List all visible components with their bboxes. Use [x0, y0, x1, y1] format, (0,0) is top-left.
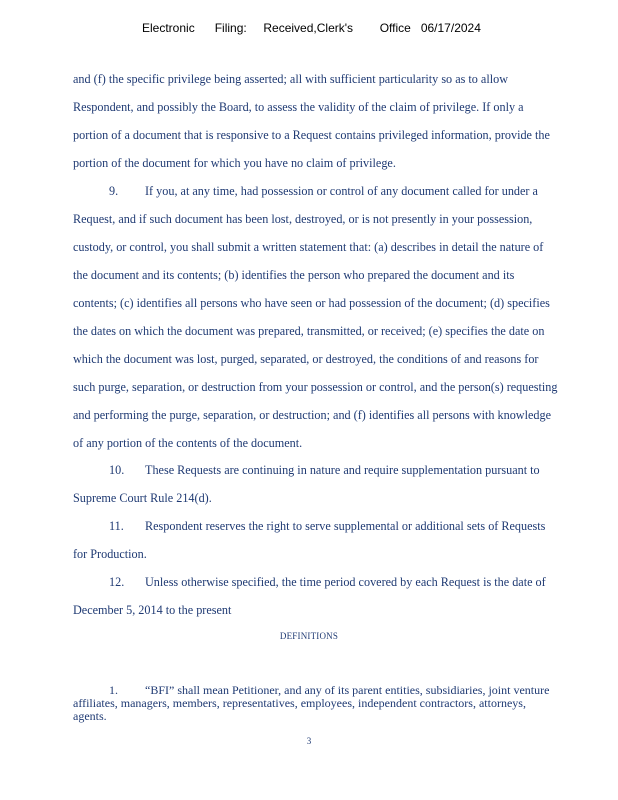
text-line: December 5, 2014 to the present [73, 603, 232, 617]
text-line: affiliates, managers, members, representatives, employees, independent contractors, attorneys, [73, 696, 526, 710]
paragraph-number: 10. [109, 463, 125, 477]
text-line: and (f) the specific privilege being asserted; all with sufficient particularity so as to allow [73, 72, 509, 86]
text-line: the dates on which the document was prepared, transmitted, or received; (e) specifies the date on [73, 324, 545, 338]
paragraph-first-line [109, 463, 540, 477]
text-line: Supreme Court Rule 214(d). [73, 491, 212, 505]
text-line: for Production. [73, 547, 147, 561]
text-line: “BFI” shall mean Petitioner, and any of its parent entities, subsidiaries, joint venture [145, 683, 550, 697]
text-line: of any portion of the contents of the document. [73, 436, 303, 450]
definition-1 [73, 684, 593, 723]
text-line: Unless otherwise specified, the time period covered by each Request is the date of [145, 575, 546, 589]
paragraph-number: 11. [109, 519, 124, 533]
text-line: custody, or control, you shall submit a written statement that: (a) describes in detail the nature of [73, 240, 544, 254]
paragraph-number: 12. [109, 575, 125, 589]
text-line: contents; (c) identifies all persons who have seen or had possession of the document; (d) specifies [73, 296, 550, 310]
definition-number: 1. [109, 683, 118, 697]
text-line: such purge, separation, or destruction from your possession or control, and the person(s) requesting [73, 380, 558, 394]
text-line: and performing the purge, separation, or destruction; and (f) identifies all persons with knowledge [73, 408, 552, 422]
paragraph-number: 9. [109, 184, 119, 198]
paragraph-first-line [109, 575, 546, 589]
text-line: If you, at any time, had possession or control of any document called for under a [145, 184, 538, 198]
text-line: the document and its contents; (b) identifies the person who prepared the document and its [73, 268, 515, 282]
definitions-heading: DEFINITIONS [279, 631, 339, 641]
text-line: agents. [73, 709, 107, 723]
text-line: Request, and if such document has been lost, destroyed, or is not presently in your possession, [73, 212, 533, 226]
text-line: which the document was lost, purged, separated, or destroyed, the conditions of and reasons for [73, 352, 539, 366]
text-line: Respondent reserves the right to serve supplemental or additional sets of Requests [145, 519, 546, 533]
text-line: portion of a document that is responsive to a Request contains privileged information, provide the [73, 128, 550, 142]
text-line: These Requests are continuing in nature and require supplementation pursuant to [145, 463, 540, 477]
paragraph-first-line [109, 519, 545, 533]
text-line: portion of the document for which you have no claim of privilege. [73, 156, 396, 170]
text-line: Respondent, and possibly the Board, to assess the validity of the claim of privilege. If only a [73, 100, 524, 114]
efiling-stamp: Electronic Filing: Received,Clerk's Office 06/17/2024 [142, 21, 481, 35]
page-number: 3 [306, 736, 312, 746]
paragraph-first-line [109, 184, 538, 198]
